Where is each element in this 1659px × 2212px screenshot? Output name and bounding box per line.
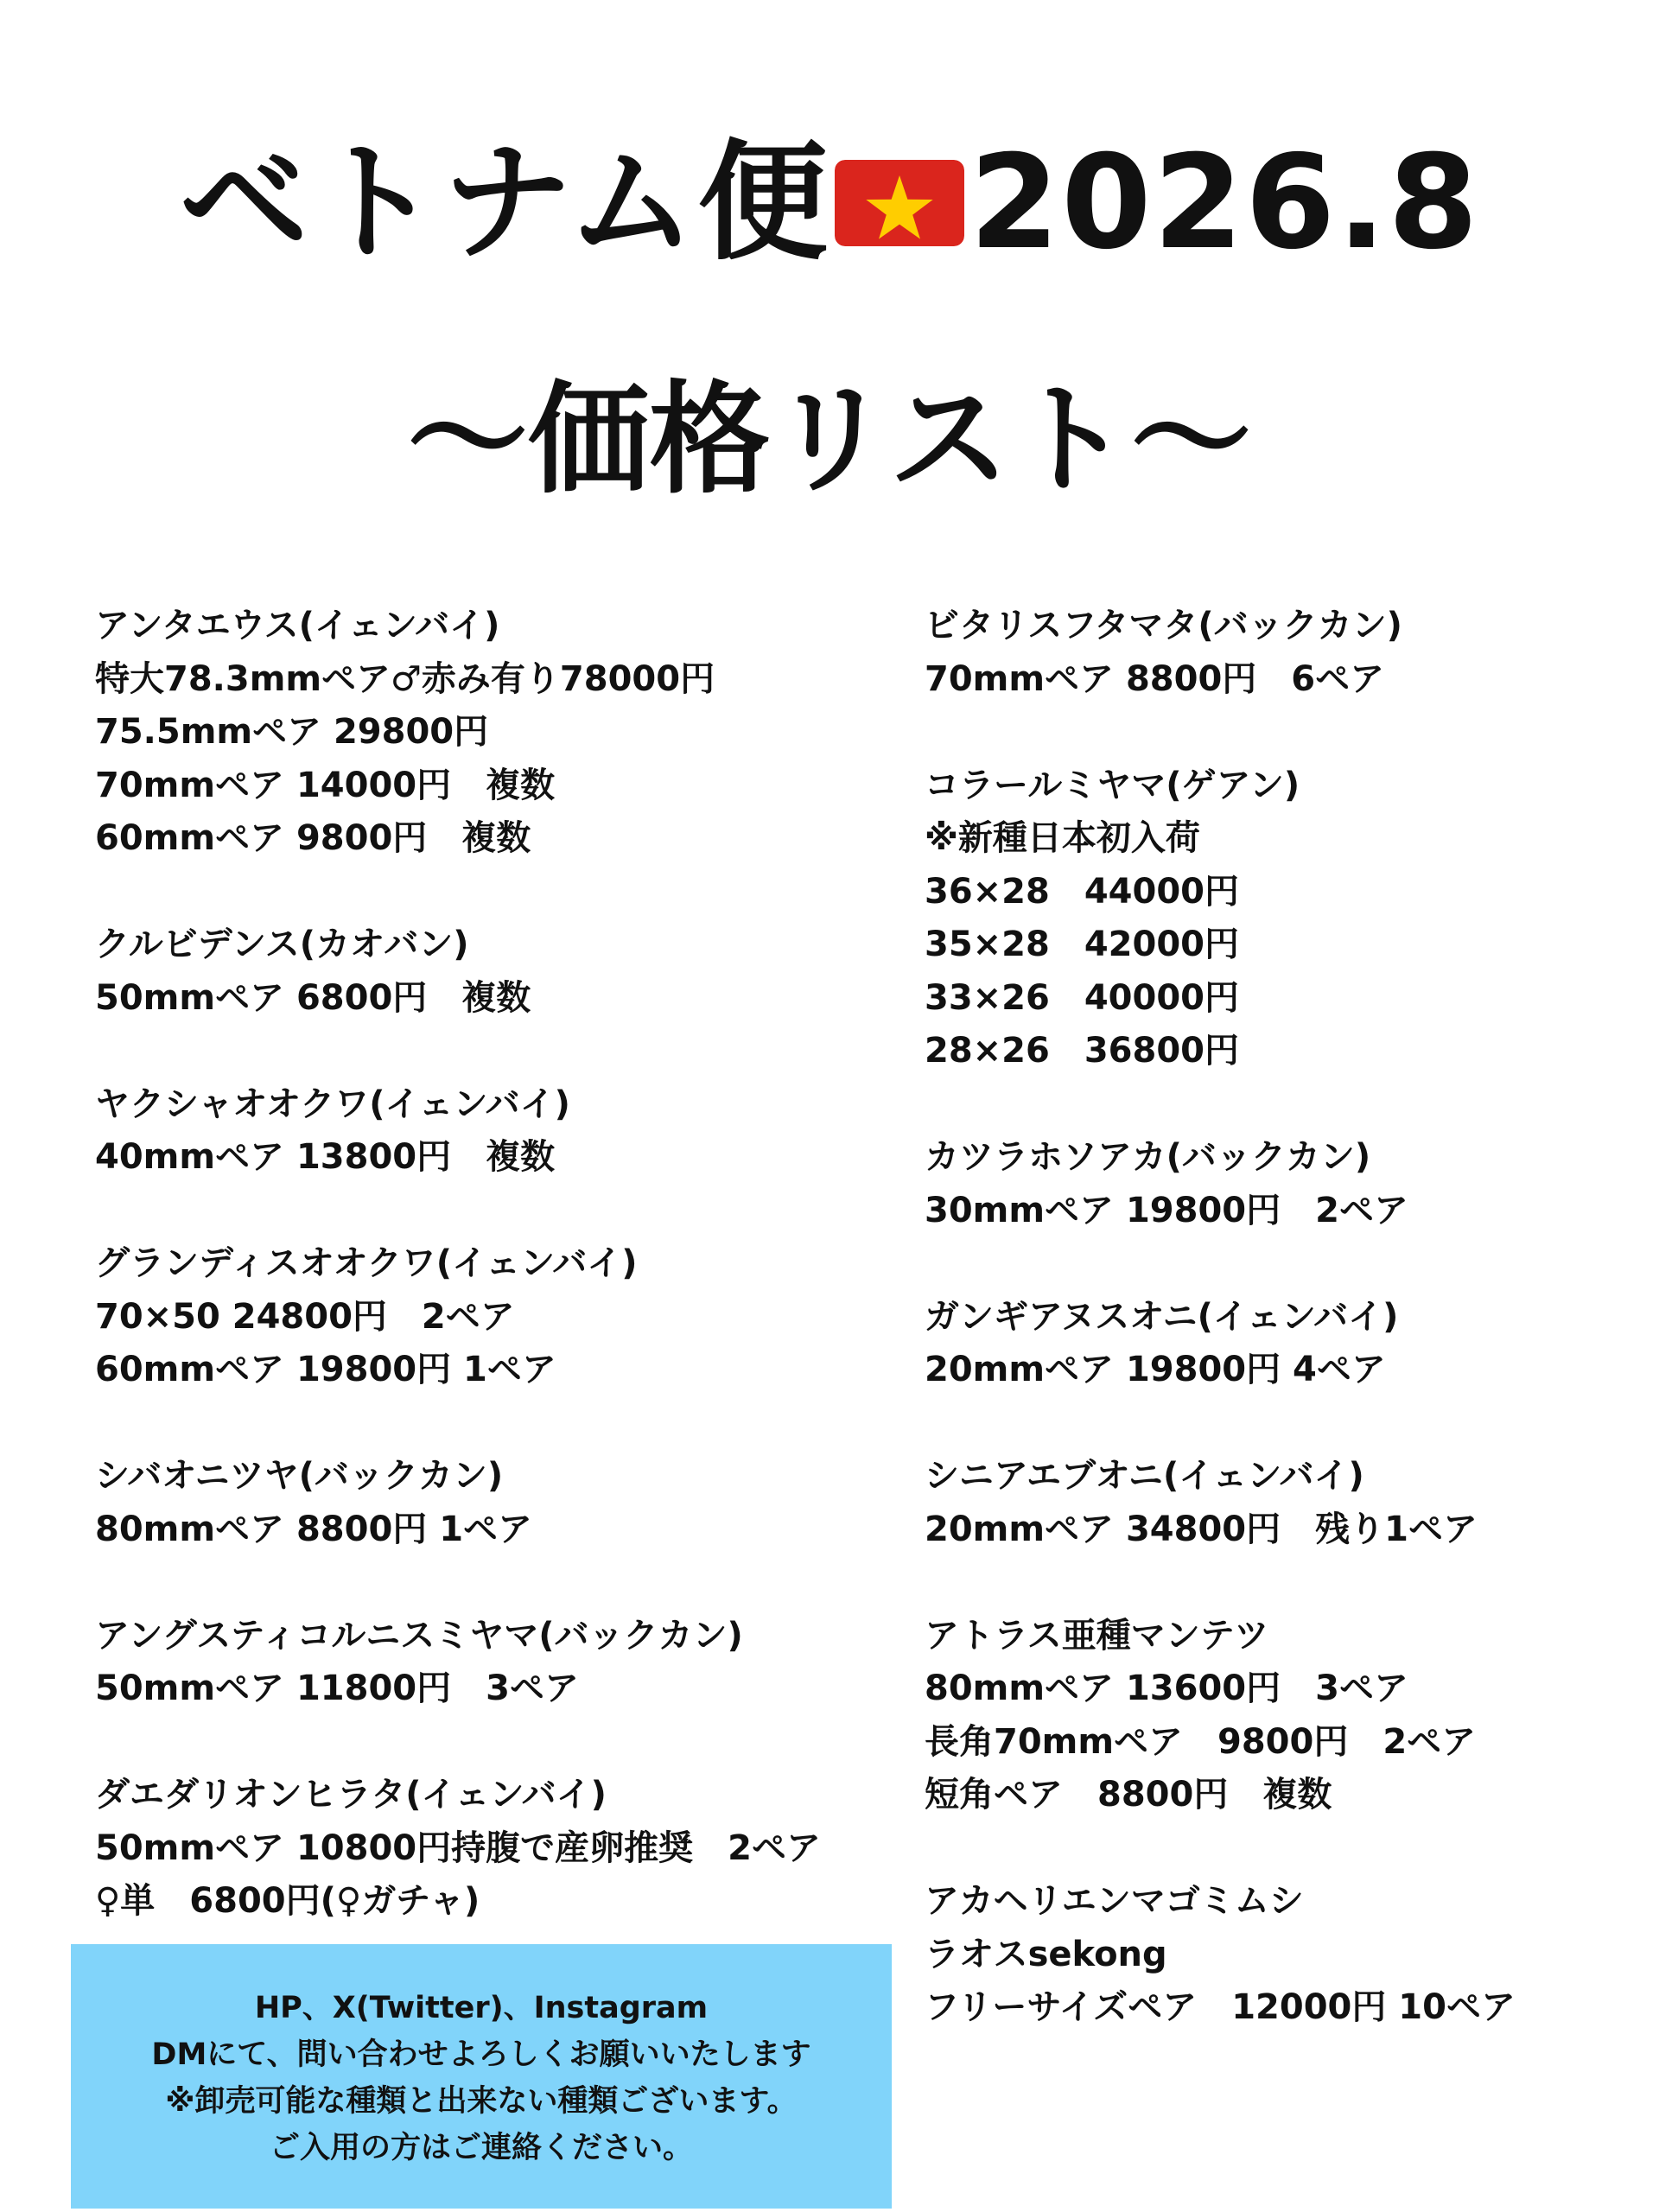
product-name: ガンギアヌスオニ(イェンバイ) — [925, 1296, 1399, 1337]
price-line: 50mmペア 10800円持腹で産卵推奨 2ペア — [95, 1827, 821, 1868]
price-line: 50mmペア 11800円 3ペア — [95, 1669, 579, 1708]
product-name: シバオニツヤ(バックカン) — [95, 1456, 504, 1496]
note-line: ※新種日本初入荷 — [925, 818, 1200, 858]
price-line: フリーサイズペア 12000円 10ペア — [925, 1987, 1516, 2027]
product-group — [925, 600, 1650, 706]
price-line: 80mmペア 8800円 1ペア — [95, 1509, 533, 1549]
contact-line: HP、X(Twitter)、Instagram — [254, 1991, 709, 2025]
product-name: ビタリスフタマタ(バックカン) — [925, 606, 1402, 645]
price-line: 60mmペア 9800円 複数 — [95, 818, 531, 858]
product-group — [95, 1078, 907, 1185]
product-name: ダエダリオンヒラタ(イェンバイ) — [95, 1775, 607, 1815]
product-name: シニアエブオニ(イェンバイ) — [925, 1456, 1364, 1496]
price-line: 20mmペア 34800円 残り1ペア — [925, 1509, 1478, 1549]
product-group — [95, 1610, 907, 1716]
price-line: 40mmペア 13800円 複数 — [95, 1137, 556, 1177]
product-group — [95, 1769, 907, 1929]
price-line: 36×28 44000円 — [925, 871, 1240, 912]
price-line: 80mmペア 13600円 3ペア — [925, 1669, 1408, 1708]
price-line: 60mmペア 19800円 1ペア — [95, 1350, 556, 1389]
contact-line: DMにて、問い合わせよろしくお願いいたします — [151, 2037, 811, 2072]
price-line: 30mmペア 19800円 2ペア — [925, 1190, 1408, 1230]
product-group — [925, 1875, 1650, 2035]
price-line: 33×26 40000円 — [925, 977, 1240, 1018]
product-group — [95, 1450, 907, 1556]
product-group — [925, 760, 1650, 1078]
product-group — [95, 600, 907, 866]
product-group — [925, 1610, 1650, 1822]
price-line: 長角70mmペア 9800円 2ペア — [925, 1721, 1477, 1762]
product-name: アカヘリエンマゴミムシ — [925, 1881, 1304, 1921]
contact-box — [71, 1944, 892, 2209]
left-price-column — [95, 600, 907, 1981]
right-price-column — [925, 600, 1650, 2088]
price-line: 70×50 24800円 2ペア — [95, 1296, 515, 1337]
origin-line: ラオスsekong — [925, 1934, 1167, 1974]
price-line: 70mmペア 14000円 複数 — [95, 765, 556, 805]
price-line: 20mmペア 19800円 4ペア — [925, 1350, 1386, 1389]
product-group — [95, 1237, 907, 1397]
product-name: アトラス亜種マンテツ — [925, 1615, 1269, 1656]
product-name: アングスティコルニスミヤマ(バックカン) — [95, 1615, 743, 1656]
title-text: ベトナム便 — [179, 128, 830, 278]
contact-line: ご入用の方はご連絡ください。 — [269, 2131, 693, 2165]
product-group — [925, 1450, 1650, 1556]
product-group — [95, 918, 907, 1025]
price-line: 28×26 36800円 — [925, 1031, 1240, 1071]
price-line: 35×28 42000円 — [925, 925, 1240, 964]
product-name: カツラホソアカ(バックカン) — [925, 1137, 1371, 1177]
price-line: 短角ペア 8800円 複数 — [925, 1775, 1332, 1815]
product-name: グランディスオオクワ(イェンバイ) — [95, 1243, 638, 1283]
price-line: ♀単 6800円(♀ガチャ) — [95, 1881, 480, 1921]
price-line: 50mmペア 6800円 複数 — [95, 977, 531, 1018]
title-year: 2026.8 — [969, 128, 1480, 278]
product-group — [925, 1131, 1650, 1237]
product-group — [925, 1291, 1650, 1397]
product-name: クルビデンス(カオバン) — [95, 925, 469, 964]
product-name: アンタエウス(イェンバイ) — [95, 606, 500, 645]
product-name: コラールミヤマ(ゲアン) — [925, 765, 1300, 805]
price-line: 70mmペア 8800円 6ペア — [925, 658, 1385, 699]
vietnam-flag-icon — [835, 160, 964, 246]
page-title — [0, 117, 1659, 289]
contact-line: ※卸売可能な種類と出来ない種類ございます。 — [165, 2084, 798, 2119]
price-line: 特大78.3mmペア♂赤み有り78000円 — [95, 658, 715, 699]
product-name: ヤクシャオオクワ(イェンバイ) — [95, 1084, 570, 1124]
page-subtitle: 〜価格リスト〜 — [407, 370, 1252, 511]
price-line: 75.5mmペア 29800円 — [95, 712, 489, 752]
